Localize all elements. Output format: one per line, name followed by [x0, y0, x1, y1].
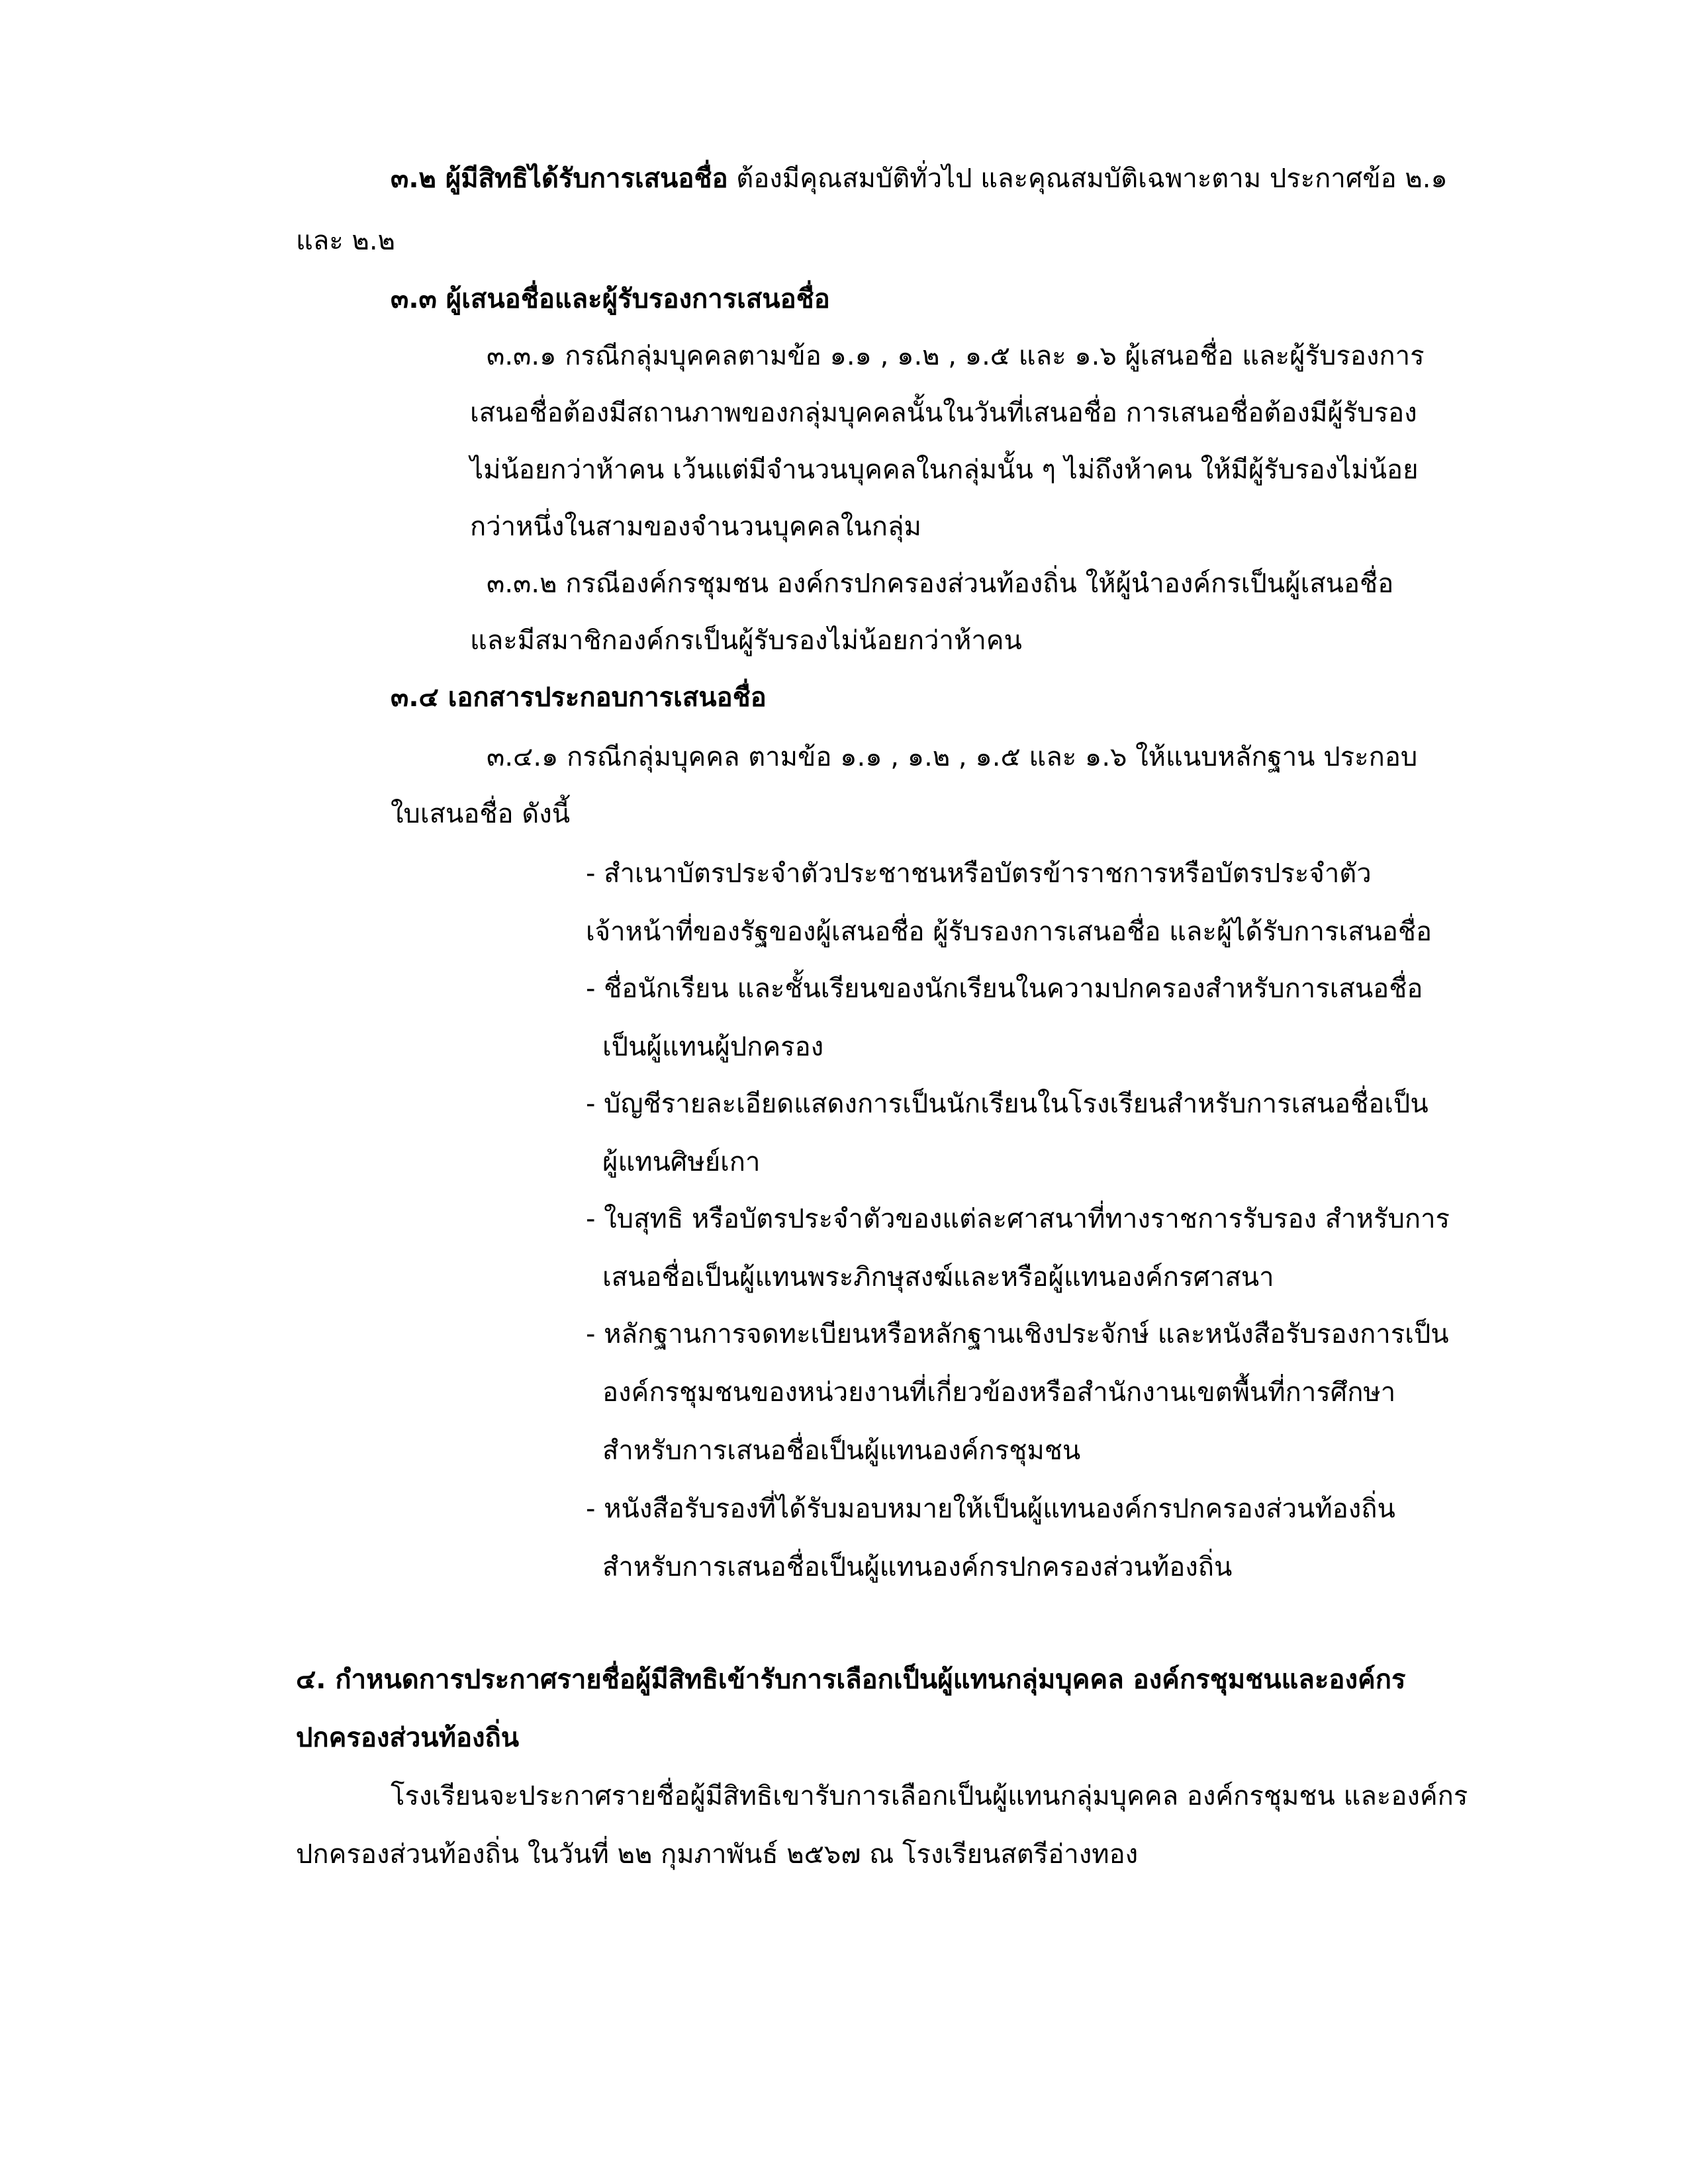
clause-3-4-1-line-2: ใบเสนอชื่อ ดังนี้	[391, 799, 571, 829]
section-4-heading-line-2: ปกครองส่วนท้องถิ่น	[296, 1723, 520, 1753]
list-item-5-line-2: องค์กรชุมชนของหน่วยงานที่เกี่ยวข้องหรือสำนักงานเขตพื้นที่การศึกษา	[602, 1377, 1396, 1408]
list-item-6-line-2: สำหรับการเสนอชื่อเป็นผู้แทนองค์กรปกครองส่วนท้องถิ่น	[602, 1552, 1233, 1582]
list-item-5-line-3: สำหรับการเสนอชื่อเป็นผู้แทนองค์กรชุมชน	[602, 1435, 1081, 1466]
clause-3-3-1-line-4: กว่าหนึ่งในสามของจำนวนบุคคลในกลุ่ม	[470, 512, 921, 542]
list-item-2-line-2: เป็นผู้แทนผู้ปกครอง	[602, 1032, 824, 1062]
section-4-body-line-1: โรงเรียนจะประกาศรายชื่อผู้มีสิทธิเขารับการเลือกเป็นผู้แทนกลุ่มบุคคล องค์กรชุมชน และองค์กร	[391, 1781, 1468, 1811]
list-item-5-line-1: - หลักฐานการจดทะเบียนหรือหลักฐานเชิงประจักษ์ และหนังสือรับรองการเป็น	[586, 1319, 1449, 1349]
section-3-2-heading: ๓.๒ ผู้มีสิทธิได้รับการเสนอชื่อ	[391, 163, 728, 194]
list-item-1-line-1: - สำเนาบัตรประจำตัวประชาชนหรือบัตรข้าราชการหรือบัตรประจำตัว	[586, 858, 1372, 889]
list-item-4-line-2: เสนอชื่อเป็นผู้แทนพระภิกษุสงฆ์และหรือผู้แทนองค์กรศาสนา	[602, 1262, 1274, 1293]
clause-3-3-1-line-1: ๓.๓.๑ กรณีกลุ่มบุคคลตามข้อ ๑.๑ , ๑.๒ , ๑.๕ และ ๑.๖ ผู้เสนอชื่อ และผู้รับรองการ	[487, 341, 1425, 371]
section-3-2-continuation: และ ๒.๒	[296, 226, 395, 256]
list-item-6-line-1: - หนังสือรับรองที่ได้รับมอบหมายให้เป็นผู้แทนองค์กรปกครองส่วนท้องถิ่น	[586, 1494, 1395, 1524]
section-4-body-line-2: ปกครองส่วนท้องถิ่น ในวันที่ ๒๒ กุมภาพันธ์ ๒๕๖๗ ณ โรงเรียนสตรีอ่างทอง	[296, 1839, 1139, 1870]
clause-3-4-1-line-1: ๓.๔.๑ กรณีกลุ่มบุคคล ตามข้อ ๑.๑ , ๑.๒ , ๑.๕ และ ๑.๖ ให้แนบหลักฐาน ประกอบ	[487, 742, 1418, 772]
clause-3-3-1-line-2: เสนอชื่อต้องมีสถานภาพของกลุ่มบุคคลนั้นในวันที่เสนอชื่อ การเสนอชื่อต้องมีผู้รับรอง	[470, 398, 1417, 428]
section-3-2-text: ต้องมีคุณสมบัติทั่วไป และคุณสมบัติเฉพาะตาม ประกาศข้อ ๒.๑	[727, 163, 1448, 194]
section-3-4-heading: ๓.๔ เอกสารประกอบการเสนอชื่อ	[391, 682, 767, 713]
list-item-3-line-1: - บัญชีรายละเอียดแสดงการเป็นนักเรียนในโรงเรียนสำหรับการเสนอชื่อเป็น	[586, 1089, 1429, 1119]
list-item-1-line-2: เจ้าหน้าที่ของรัฐของผู้เสนอชื่อ ผู้รับรองการเสนอชื่อ และผู้ได้รับการเสนอชื่อ	[586, 917, 1432, 947]
clause-3-3-2-line-1: ๓.๓.๒ กรณีองค์กรชุมชน องค์กรปกครองส่วนท้องถิ่น ให้ผู้นำองค์กรเป็นผู้เสนอชื่อ	[487, 569, 1394, 599]
clause-3-3-2-line-2: และมีสมาชิกองค์กรเป็นผู้รับรองไม่น้อยกว่าห้าคน	[470, 625, 1022, 656]
section-3-3-heading: ๓.๓ ผู้เสนอชื่อและผู้รับรองการเสนอชื่อ	[391, 284, 830, 314]
clause-3-3-1-line-3: ไม่น้อยกว่าห้าคน เว้นแต่มีจำนวนบุคคลในกลุ่มนั้น ๆ ไม่ถึงห้าคน ให้มีผู้รับรองไม่น้อย	[470, 455, 1419, 485]
section-3-2-line	[391, 159, 1448, 199]
section-4-heading-line-1: ๔. กำหนดการประกาศรายชื่อผู้มีสิทธิเข้ารับการเลือกเป็นผู้แทนกลุ่มบุคคล องค์กรชุมชนและองค์กร	[296, 1664, 1406, 1695]
list-item-3-line-2: ผู้แทนศิษย์เกา	[602, 1147, 761, 1177]
list-item-4-line-1: - ใบสุทธิ หรือบัตรประจำตัวของแต่ละศาสนาที่ทางราชการรับรอง สำหรับการ	[586, 1204, 1450, 1234]
list-item-2-line-1: - ชื่อนักเรียน และชั้นเรียนของนักเรียนในความปกครองสำหรับการเสนอชื่อ	[586, 974, 1423, 1004]
